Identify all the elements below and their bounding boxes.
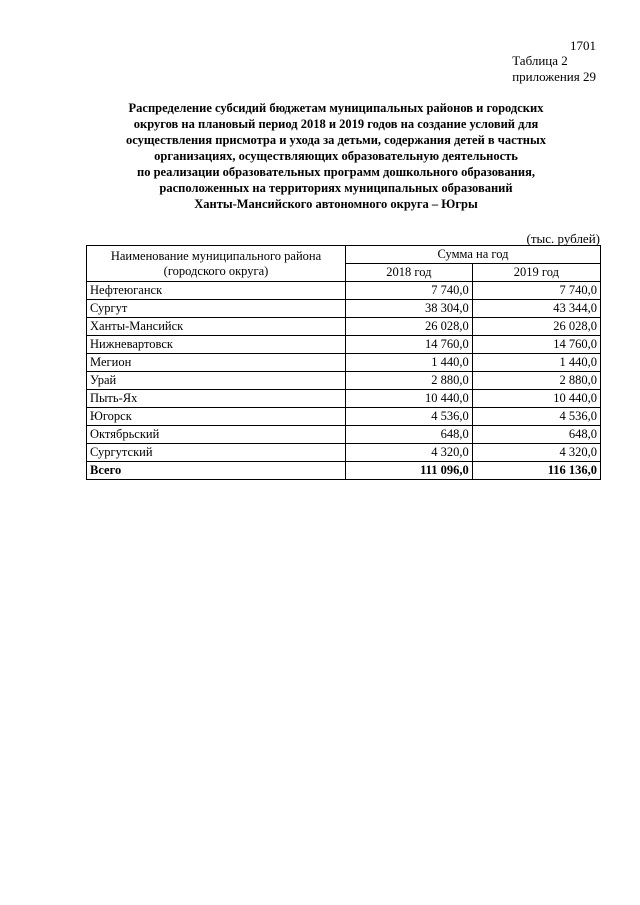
amount-2019: 10 440,0 xyxy=(472,390,600,408)
table-row xyxy=(87,408,601,426)
title-line: Распределение субсидий бюджетам муниципальных районов и городских xyxy=(128,101,544,115)
title-line: расположенных на территориях муниципальных образований xyxy=(159,181,513,195)
title-line: осуществления присмотра и ухода за детьми, содержания детей в частных xyxy=(126,133,546,147)
column-header-2018: 2018 год xyxy=(346,264,473,282)
document-title xyxy=(86,100,586,212)
table-row xyxy=(87,282,601,300)
units-note: (тыс. рублей) xyxy=(526,231,600,246)
title-line: организациях, осуществляющих образовательную деятельность xyxy=(154,149,518,163)
municipality-name: Югорск xyxy=(87,408,346,426)
amount-2019: 648,0 xyxy=(472,426,600,444)
table-reference xyxy=(512,53,596,85)
amount-2018: 648,0 xyxy=(346,426,473,444)
page-number: 1701 xyxy=(570,38,596,53)
table-row xyxy=(87,300,601,318)
municipality-name: Нефтеюганск xyxy=(87,282,346,300)
amount-2019: 26 028,0 xyxy=(472,318,600,336)
column-header-sum: Сумма на год xyxy=(346,246,601,264)
amount-2019: 2 880,0 xyxy=(472,372,600,390)
amount-2018: 1 440,0 xyxy=(346,354,473,372)
table-row xyxy=(87,426,601,444)
table-label: Таблица 2 xyxy=(512,53,568,68)
total-2018: 111 096,0 xyxy=(346,462,473,480)
table-row xyxy=(87,372,601,390)
title-line: округов на плановый период 2018 и 2019 годов на создание условий для xyxy=(133,117,539,131)
title-line: Ханты-Мансийского автономного округа – Югры xyxy=(194,197,478,211)
amount-2018: 4 320,0 xyxy=(346,444,473,462)
amount-2019: 4 536,0 xyxy=(472,408,600,426)
municipality-name: Ханты-Мансийск xyxy=(87,318,346,336)
amount-2019: 43 344,0 xyxy=(472,300,600,318)
table-row xyxy=(87,318,601,336)
title-line: по реализации образовательных программ дошкольного образования, xyxy=(137,165,535,179)
amount-2019: 14 760,0 xyxy=(472,336,600,354)
amount-2019: 1 440,0 xyxy=(472,354,600,372)
total-label: Всего xyxy=(87,462,346,480)
amount-2019: 7 740,0 xyxy=(472,282,600,300)
municipality-name: Мегион xyxy=(87,354,346,372)
amount-2019: 4 320,0 xyxy=(472,444,600,462)
amount-2018: 7 740,0 xyxy=(346,282,473,300)
municipality-name: Октябрьский xyxy=(87,426,346,444)
municipality-name: Пыть-Ях xyxy=(87,390,346,408)
appendix-label: приложения 29 xyxy=(512,69,596,84)
table-header-row xyxy=(87,246,601,264)
amount-2018: 14 760,0 xyxy=(346,336,473,354)
municipality-name: Сургут xyxy=(87,300,346,318)
table-row xyxy=(87,336,601,354)
municipality-name: Нижневартовск xyxy=(87,336,346,354)
amount-2018: 26 028,0 xyxy=(346,318,473,336)
subsidy-table xyxy=(86,245,601,480)
total-row xyxy=(87,462,601,480)
table-row xyxy=(87,444,601,462)
column-header-2019: 2019 год xyxy=(472,264,600,282)
amount-2018: 2 880,0 xyxy=(346,372,473,390)
total-2019: 116 136,0 xyxy=(472,462,600,480)
amount-2018: 10 440,0 xyxy=(346,390,473,408)
table-row xyxy=(87,390,601,408)
municipality-name: Сургутский xyxy=(87,444,346,462)
municipality-name: Урай xyxy=(87,372,346,390)
amount-2018: 4 536,0 xyxy=(346,408,473,426)
amount-2018: 38 304,0 xyxy=(346,300,473,318)
column-header-name: Наименование муниципального района (городского округа) xyxy=(87,246,346,282)
table-row xyxy=(87,354,601,372)
